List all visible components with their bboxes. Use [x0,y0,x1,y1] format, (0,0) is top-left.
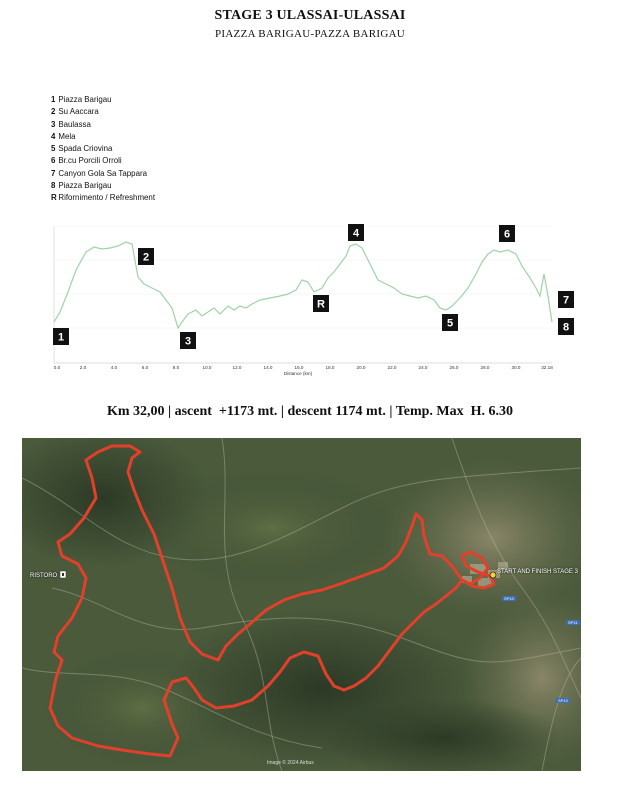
svg-text:2: 2 [142,251,150,264]
svg-text:4: 4 [352,227,360,240]
page-subtitle: PIAZZA BARIGAU-PAZZA BARIGAU [214,28,406,40]
y-gridlines [54,226,552,328]
x-tick: 22.0 [387,365,397,370]
x-tick: 24.0 [418,365,428,370]
x-tick: 6.0 [141,365,149,370]
x-tick: 8.0 [172,365,180,370]
waypoint-marker-7 [558,291,574,308]
road-badge: SP11 [568,620,578,625]
stage-stats: Km 32,00 | ascent +1173 mt. | descent 1174 mt. | Temp. Max H. 6.30 [106,404,514,419]
legend-key: R [51,192,57,203]
legend-item [51,93,155,105]
legend-label: Rifornimento / Refreshment [58,192,156,203]
legend-item [51,154,155,166]
waypoint-marker-5 [442,314,458,331]
legend-label: Mela [58,130,76,141]
waypoint-marker-8 [558,318,574,335]
legend-label: Baulassa [58,118,91,129]
x-tick: 28.0 [480,365,490,370]
legend-key: 5 [51,143,56,154]
road-badge: SP13 [558,698,568,703]
x-tick: 30.0 [511,365,521,370]
legend-key: 6 [51,155,56,166]
legend-item [51,191,155,203]
svg-text:5: 5 [446,317,454,330]
x-tick-labels [54,365,553,370]
waypoint-marker-2 [138,248,154,265]
waypoint-marker-refreshment [313,295,329,312]
x-tick: 14.0 [263,365,273,370]
legend-label: Spada Criovina [58,143,113,154]
svg-text:R: R [317,298,325,311]
legend-item [51,118,155,130]
legend-label: Canyon Gola Sa Tappara [58,167,148,178]
x-tick: 12.0 [232,365,242,370]
waypoint-marker-6 [499,225,515,242]
legend-item [51,142,155,154]
legend-label: Su Aaccara [58,106,99,117]
svg-text:7: 7 [562,294,570,307]
x-tick: 26.0 [449,365,459,370]
x-tick: 32.18 [541,365,553,370]
satellite-imagery [22,438,581,771]
x-tick: 16.0 [294,365,304,370]
waypoint-marker-4 [348,224,364,241]
start-finish-pin[interactable] [490,572,496,578]
elevation-line [54,242,552,328]
legend-item [51,105,155,117]
start-finish-label: START AND FINISH STAGE 3 [497,569,578,575]
x-tick: 4.0 [110,365,118,370]
imagery-credit: Image © 2024 Airbus [267,760,314,766]
legend-label: Piazza Barigau [58,180,112,191]
legend-key: 4 [51,130,56,141]
waypoint-marker-1 [53,328,69,345]
legend-key: 2 [51,106,56,117]
legend-item [51,130,155,142]
page-title: STAGE 3 ULASSAI-ULASSAI [214,8,406,23]
x-tick: 18.0 [325,365,335,370]
legend-key: 7 [51,167,56,178]
svg-text:3: 3 [184,335,192,348]
svg-text:8: 8 [562,321,570,334]
x-tick: 0.0 [53,365,61,370]
route-map[interactable] [22,438,581,771]
svg-text:1: 1 [57,331,65,344]
x-tick: 20.0 [356,365,366,370]
elevation-profile [30,222,590,382]
legend-key: 1 [51,94,56,104]
legend-label: Br.cu Porcili Orroli [58,155,122,166]
road-badge: SP13 [504,596,514,601]
legend-key: 8 [51,180,56,191]
legend-item [51,167,155,179]
ristoro-label: RISTORO [30,573,58,579]
legend-label: Piazza Barigau [58,94,112,104]
x-tick: 2.0 [79,365,87,370]
x-tick: 10.0 [202,365,212,370]
svg-text:6: 6 [503,228,511,241]
waypoint-legend [51,93,164,204]
ristoro-pin[interactable] [60,571,66,578]
legend-key: 3 [51,118,56,129]
waypoint-marker-3 [180,332,196,349]
legend-item [51,179,155,191]
x-axis-label: Distance (km) [283,371,313,376]
